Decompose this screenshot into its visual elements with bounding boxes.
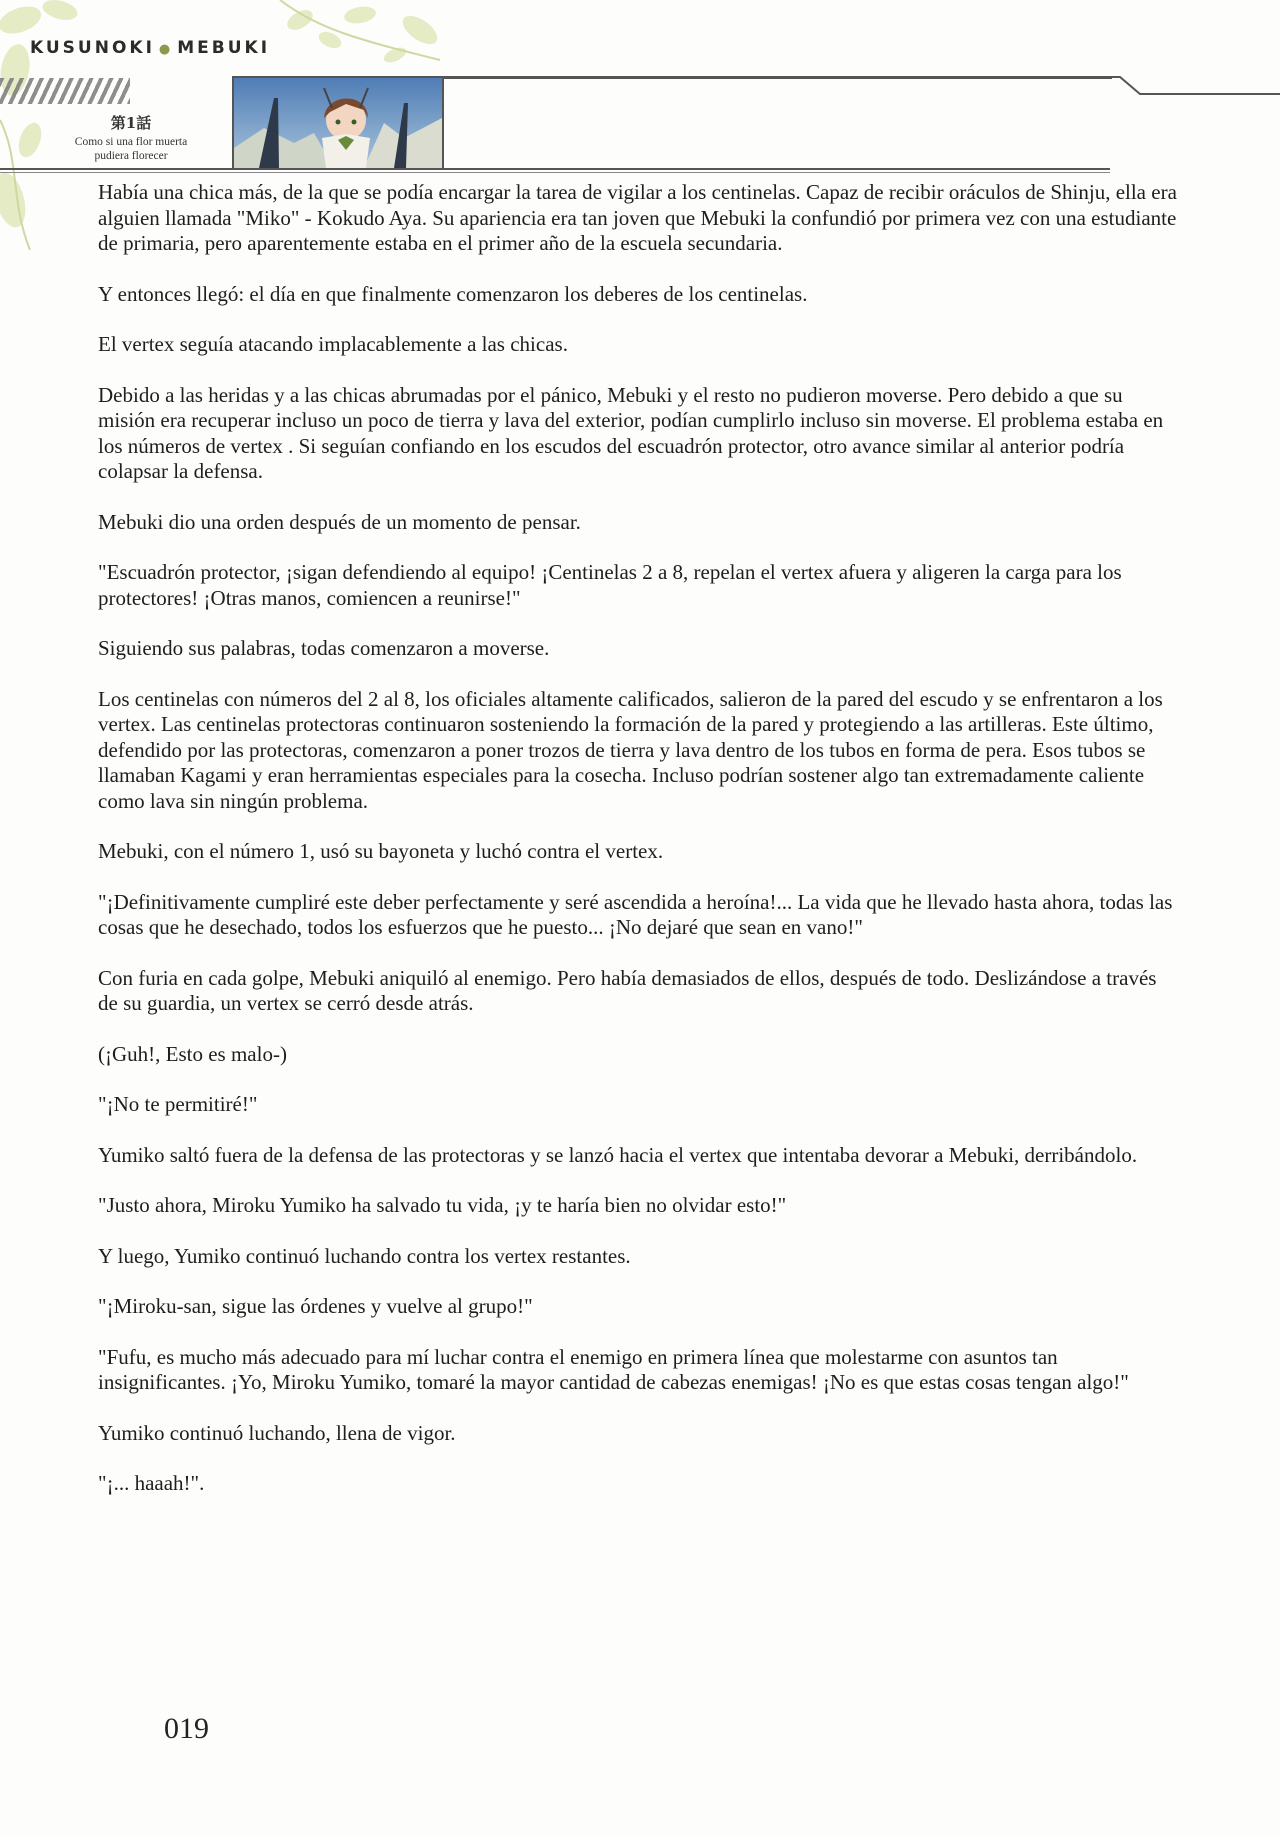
paragraph: Mebuki, con el número 1, usó su bayoneta y luchó contra el vertex. [98, 839, 664, 863]
paragraph: (¡Guh!, Esto es malo-) [98, 1041, 287, 1066]
page-number: 019 [164, 1712, 209, 1745]
paragraph: Con furia en cada golpe, Mebuki aniquiló al enemigo. Pero había demasiados de ellos, después de todo. Deslizándose a través de su guardia, un vertex se cerró desde atrás. [98, 965, 1157, 1015]
paragraph: "Escuadrón protector, ¡sigan defendiendo al equipo! ¡Centinelas 2 a 8, repelan el vertex afuera y aligeren la carga para los protectores! ¡Otras manos, comiencen a reunirse!" [98, 560, 1122, 610]
paragraph: El vertex seguía atacando implacablemente a las chicas. [98, 332, 568, 356]
paragraph: Yumiko continuó luchando, llena de vigor. [98, 1420, 456, 1445]
paragraph: "Justo ahora, Miroku Yumiko ha salvado tu vida, ¡y te haría bien no olvidar esto!" [98, 1193, 787, 1217]
paragraph: Mebuki dio una orden después de un momento de pensar. [98, 509, 581, 534]
header-rule-angle [1100, 72, 1280, 102]
paragraph: Y luego, Yumiko continuó luchando contra los vertex restantes. [98, 1243, 631, 1268]
paragraph: "¡Definitivamente cumpliré este deber perfectamente y seré ascendida a heroína!... La vida que he llevado hasta ahora, todas las cosas que he desechado, todos los esfuerzos que he puesto... ¡No dejaré que sean en vano!" [98, 889, 1173, 939]
paragraph: Los centinelas con números del 2 al 8, los oficiales altamente calificados, salieron de la pared del escudo y se enfrentaron a los vertex. Las centinelas protectoras continuaron sosteniendo la formación de la pared y protegiendo a las artilleras. Este último, defendido por las protectoras, comenzaron a poner trozos de tierra y lava dentro de los tubos en forma de pera. Esos tubos se llamaban Kagami y eran herramientas especiales para la cosecha. Incluso podrían sostener algo tan extremadamente caliente como lava sin ningún problema. [98, 686, 1163, 813]
header-stripes [0, 78, 130, 104]
chapter-illustration [232, 78, 444, 168]
chapter-title-line-2: pudiera florecer [94, 150, 168, 162]
series-name-right: MEBUKI [177, 38, 271, 58]
paragraph: Y entonces llegó: el día en que finalmente comenzaron los deberes de los centinelas. [98, 281, 808, 306]
paragraph: "¡No te permitiré!" [98, 1092, 258, 1116]
paragraph: "¡... haaah!". [98, 1471, 205, 1495]
paragraph: "Fufu, es mucho más adecuado para mí luchar contra el enemigo en primera línea que molestarme con asuntos tan insignificantes. ¡Yo, Miroku Yumiko, tomaré la mayor cantidad de cabezas enemigas! ¡No es que estas cosas tengan algo!" [98, 1344, 1129, 1394]
paragraph: Yumiko saltó fuera de la defensa de las protectoras y se lanzó hacia el vertex que intentaba devorar a Mebuki, derribándolo. [98, 1142, 1138, 1167]
series-logo [30, 38, 270, 58]
paragraph: "¡Miroku-san, sigue las órdenes y vuelve al grupo!" [98, 1294, 533, 1318]
header-rule-bottom [0, 168, 1110, 170]
series-name-left: KUSUNOKI [30, 38, 155, 58]
paragraph: Debido a las heridas y a las chicas abrumadas por el pánico, Mebuki y el resto no pudieron moverse. Pero debido a que su misión era recuperar incluso un poco de tierra y lava del exterior, podían cumplirlo incluso sin moverse. El problema estaba en los números de vertex . Si seguían confiando en los escudos del escuadrón protector, otro avance similar al anterior podría colapsar la defensa. [98, 382, 1164, 483]
paragraph: Había una chica más, de la que se podía encargar la tarea de vigilar a los centinelas. Capaz de recibir oráculos de Shinju, ella era alguien llamada "Miko" - Kokudo Aya. Su apariencia era tan joven que Mebuki la confundió por primera vez con una estudiante de primaria, pero aparentemente estaba en el primer año de la escuela secundaria. [98, 180, 1177, 255]
chapter-title-line-1: Como si una flor muerta [74, 136, 188, 148]
chapter-number: 第1話 [110, 114, 152, 132]
chapter-heading [56, 112, 206, 163]
bullet-icon: ● [158, 42, 174, 57]
header-rule-thin [0, 172, 1110, 173]
body-text [98, 180, 1178, 1522]
paragraph: Siguiendo sus palabras, todas comenzaron a moverse. [98, 636, 550, 660]
